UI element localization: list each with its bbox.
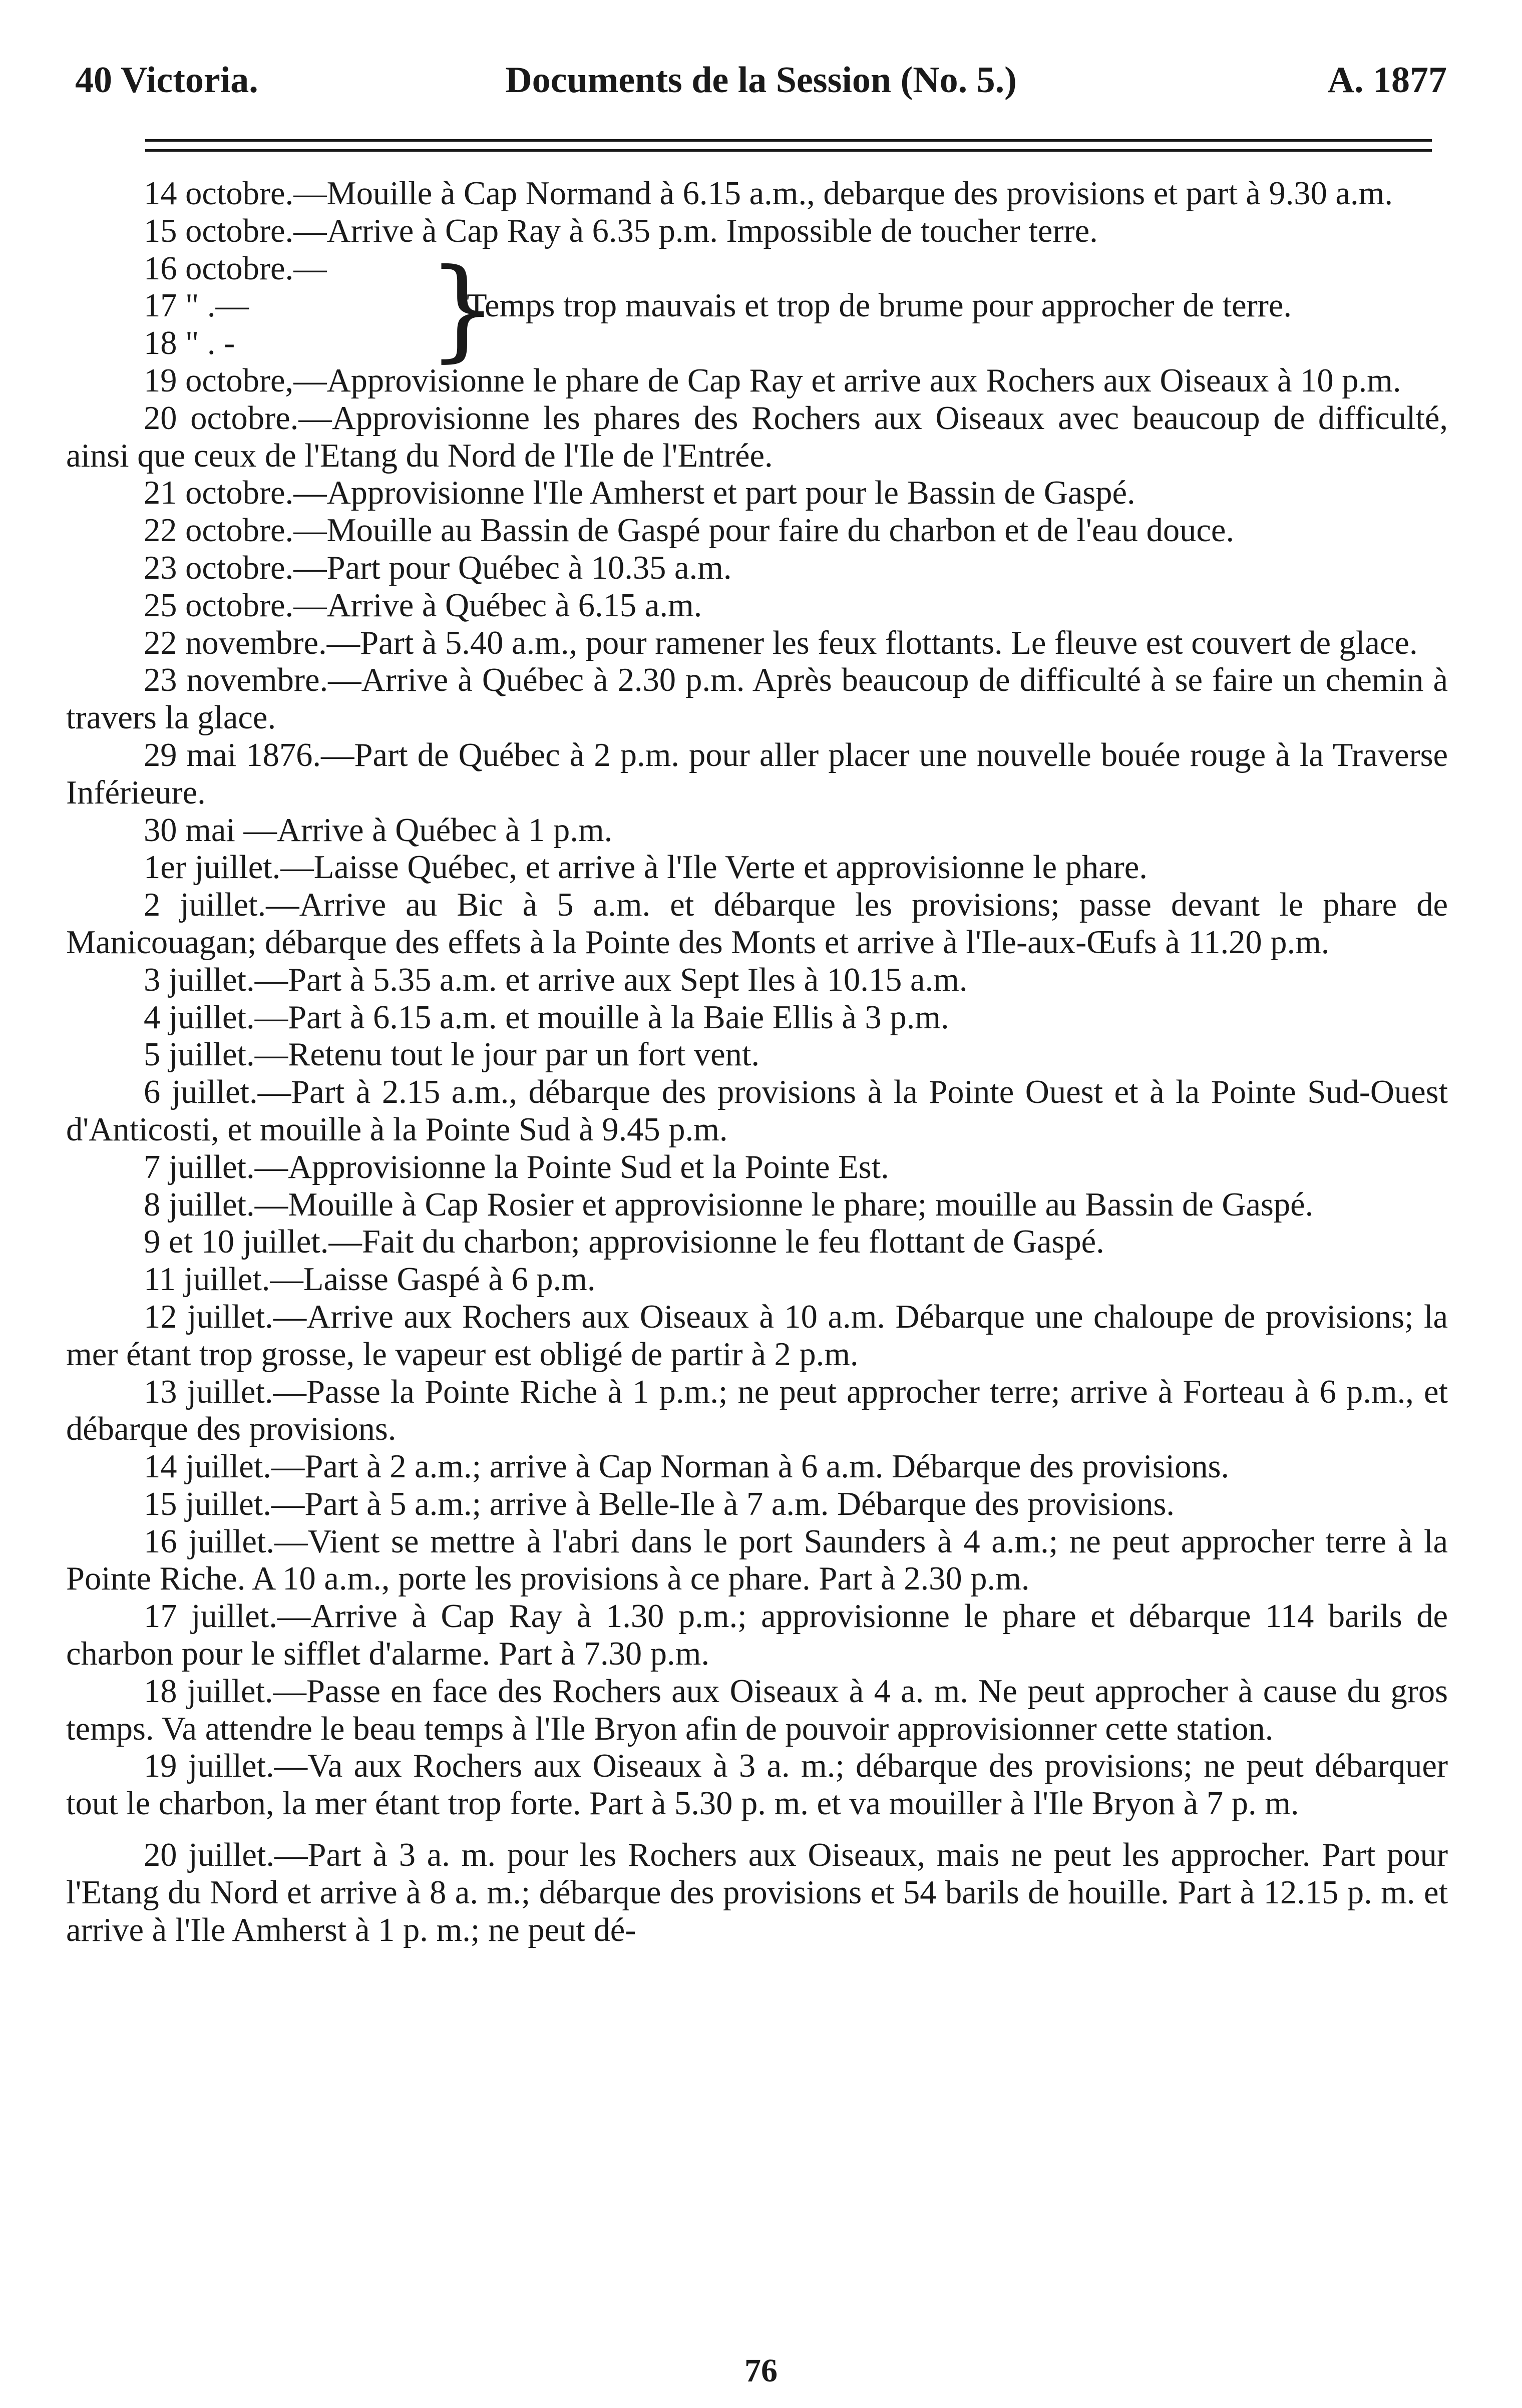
journal-entry: 14 juillet.—Part à 2 a.m.; arrive à Cap Norman à 6 a.m. Débarque des provisions.	[144, 1448, 1230, 1485]
brace-icon: }	[428, 244, 498, 373]
journal-entry: 6 juillet.—Part à 2.15 a.m., débarque des provisions à la Pointe Ouest et à la Pointe Sud-Ouest d'Anticosti, et mouille à la Pointe Sud à 9.45 p.m.	[66, 1074, 1448, 1148]
header-year: A. 1877	[1327, 60, 1447, 101]
journal-entry: 14 octobre.—Mouille à Cap Normand à 6.15 a.m., debarque des provisions et part à 9.30 a.m.	[144, 175, 1393, 212]
journal-entry: 19 juillet.—Va aux Rochers aux Oiseaux à 3 a. m.; débarque des provisions; ne peut débarquer tout le charbon, la mer étant trop forte. Part à 5.30 p. m. et va mouiller à l'Ile Bryon à 7 p. m.	[66, 1748, 1448, 1822]
journal-entry: 13 juillet.—Passe la Pointe Riche à 1 p.m.; ne peut approcher terre; arrive à Forteau à 6 p.m., et débarque des provisions.	[66, 1373, 1448, 1448]
journal-entry: 12 juillet.—Arrive aux Rochers aux Oiseaux à 10 a.m. Débarque une chaloupe de provisions; la mer étant trop grosse, le vapeur est obligé de partir à 2 p.m.	[66, 1298, 1448, 1373]
header-rule-top	[145, 139, 1432, 142]
header-rule-bottom	[145, 149, 1432, 152]
brace-date: 17 " .—	[144, 287, 249, 324]
journal-entry: 2 juillet.—Arrive au Bic à 5 a.m. et débarque les provisions; passe devant le phare de Manicouagan; débarque des effets à la Pointe des Monts et arrive à l'Ile-aux-Œufs à 11.20 p.m.	[66, 887, 1448, 961]
journal-entry: 22 novembre.—Part à 5.40 a.m., pour ramener les feux flottants. Le fleuve est couvert de glace.	[144, 624, 1418, 661]
header-title: Documents de la Session (No. 5.)	[505, 60, 1017, 101]
journal-entry: 9 et 10 juillet.—Fait du charbon; approvisionne le feu flottant de Gaspé.	[144, 1224, 1104, 1261]
journal-entry: 7 juillet.—Approvisionne la Pointe Sud et la Pointe Est.	[144, 1148, 889, 1185]
journal-entry: 23 octobre.—Part pour Québec à 10.35 a.m.	[144, 549, 732, 586]
brace-text: Temps trop mauvais et trop de brume pour approcher de terre.	[467, 287, 1292, 324]
journal-entry: 15 juillet.—Part à 5 a.m.; arrive à Belle-Ile à 7 a.m. Débarque des provisions.	[144, 1485, 1175, 1522]
journal-entry: 4 juillet.—Part à 6.15 a.m. et mouille à la Baie Ellis à 3 p.m.	[144, 999, 949, 1036]
journal-entry: 3 juillet.—Part à 5.35 a.m. et arrive aux Sept Iles à 10.15 a.m.	[144, 961, 968, 998]
journal-entry: 11 juillet.—Laisse Gaspé à 6 p.m.	[144, 1261, 596, 1298]
journal-entry: 15 octobre.—Arrive à Cap Ray à 6.35 p.m. Impossible de toucher terre.	[144, 212, 1098, 249]
journal-entry: 1er juillet.—Laisse Québec, et arrive à l'Ile Verte et approvisionne le phare.	[144, 849, 1148, 886]
journal-entry: 30 mai —Arrive à Québec à 1 p.m.	[144, 812, 613, 849]
journal-entry: 21 octobre.—Approvisionne l'Ile Amherst et part pour le Bassin de Gaspé.	[144, 475, 1135, 512]
journal-body	[66, 175, 1448, 1949]
journal-entry: 20 octobre.—Approvisionne les phares des Rochers aux Oiseaux avec beaucoup de difficulté, ainsi que ceux de l'Etang du Nord de l'Ile de l'Entrée.	[66, 399, 1448, 474]
journal-entry: 25 octobre.—Arrive à Québec à 6.15 a.m.	[144, 587, 702, 624]
journal-entry: 22 octobre.—Mouille au Bassin de Gaspé pour faire du charbon et de l'eau douce.	[144, 512, 1235, 549]
journal-entry: 19 octobre,—Approvisionne le phare de Cap Ray et arrive aux Rochers aux Oiseaux à 10 p.m.	[144, 362, 1401, 399]
bracketed-entries	[66, 244, 1448, 373]
brace-date: 16 octobre.—	[144, 250, 327, 287]
journal-entry: 29 mai 1876.—Part de Québec à 2 p.m. pour aller placer une nouvelle bouée rouge à la Traverse Inférieure.	[66, 736, 1448, 811]
journal-entry: 18 juillet.—Passe en face des Rochers aux Oiseaux à 4 a. m. Ne peut approcher à cause du gros temps. Va attendre le beau temps à l'Ile Bryon afin de pouvoir approvisionner cette station.	[66, 1673, 1448, 1747]
header-volume: 40 Victoria.	[75, 60, 258, 101]
journal-entry: 5 juillet.—Retenu tout le jour par un fort vent.	[144, 1036, 759, 1073]
journal-entry: 20 juillet.—Part à 3 a. m. pour les Rochers aux Oiseaux, mais ne peut les approcher. Part pour l'Etang du Nord et arrive à 8 a. m.; débarque des provisions et 54 barils de houille. Part à 12.15 p. m. et arrive à l'Ile Amherst à 1 p. m.; ne peut dé-	[66, 1837, 1448, 1948]
brace-date: 18 " . -	[144, 325, 235, 362]
journal-entry: 17 juillet.—Arrive à Cap Ray à 1.30 p.m.; approvisionne le phare et débarque 114 barils de charbon pour le sifflet d'alarme. Part à 7.30 p.m.	[66, 1598, 1448, 1673]
brace-row	[66, 250, 1448, 288]
brace-row	[66, 325, 1448, 362]
page-header	[75, 50, 1447, 110]
page-number: 76	[744, 2352, 778, 2389]
journal-entry: 16 juillet.—Vient se mettre à l'abri dans le port Saunders à 4 a.m.; ne peut approcher terre à la Pointe Riche. A 10 a.m., porte les provisions à ce phare. Part à 2.30 p.m.	[66, 1523, 1448, 1597]
journal-entry: 23 novembre.—Arrive à Québec à 2.30 p.m. Après beaucoup de difficulté à se faire un chemin à travers la glace.	[66, 662, 1448, 736]
journal-entry: 8 juillet.—Mouille à Cap Rosier et approvisionne le phare; mouille au Bassin de Gaspé.	[144, 1186, 1314, 1223]
